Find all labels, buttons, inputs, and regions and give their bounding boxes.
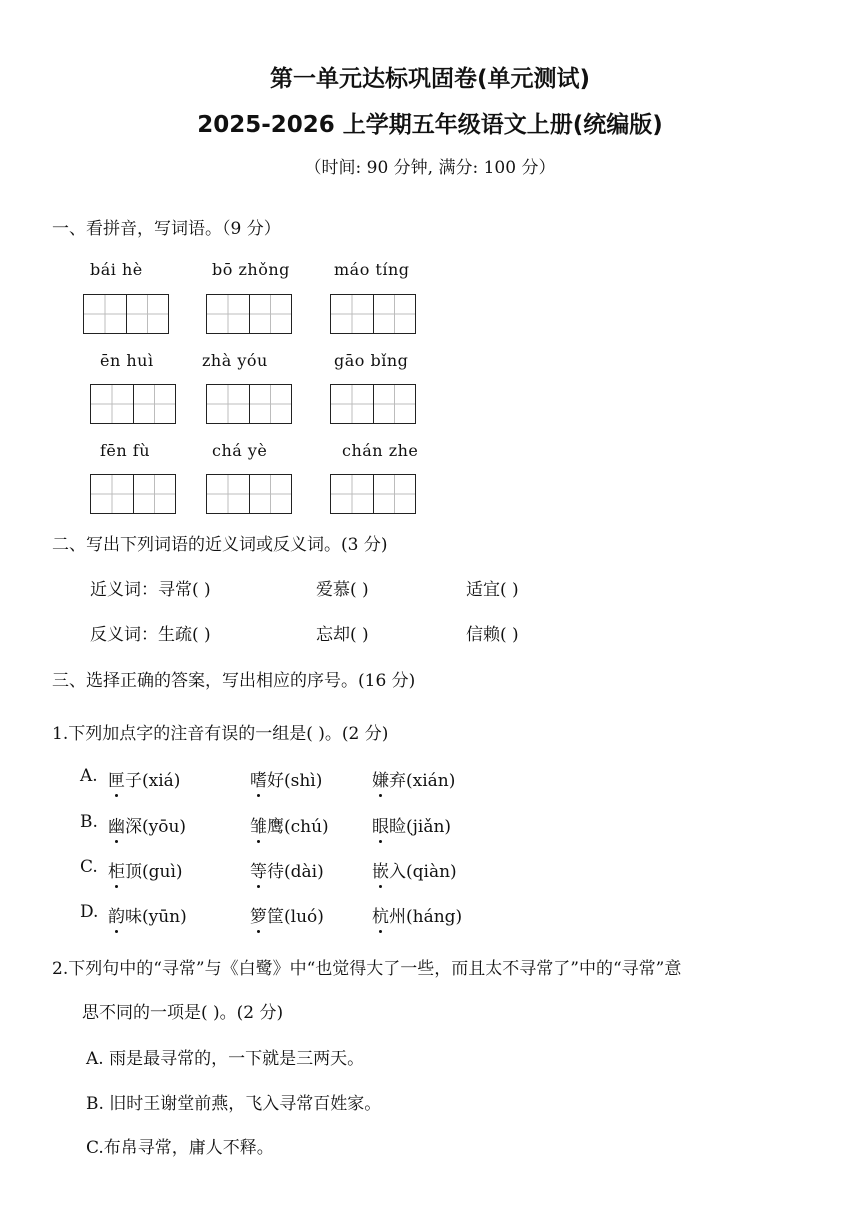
dotted-char: 嵌 <box>372 857 389 882</box>
tianzi-grid[interactable] <box>83 294 169 334</box>
option-label: C. <box>80 857 98 877</box>
question-2-option: C.布帛寻常，庸人不释。 <box>86 1138 274 1158</box>
tianzi-grid[interactable] <box>330 384 416 424</box>
option-label: D. <box>80 902 99 922</box>
pinyin-label: gāo bǐng <box>334 351 409 370</box>
pinyin-label: ēn huì <box>100 351 154 370</box>
pinyin-label: chán zhe <box>342 441 419 460</box>
synonym-item: 近义词：寻常( ) <box>90 580 211 600</box>
pinyin-label: fēn fù <box>100 441 151 460</box>
word-rest: 子(xiá) <box>125 771 181 791</box>
word-rest: 筐(luó) <box>267 907 324 927</box>
tianzi-grid[interactable] <box>206 474 292 514</box>
option-label: B. <box>80 812 98 832</box>
option-word <box>372 902 462 927</box>
page-title: 第一单元达标巩固卷(单元测试) <box>269 66 591 92</box>
tianzi-grid[interactable] <box>206 294 292 334</box>
dotted-char: 箩 <box>250 902 267 927</box>
option-word <box>250 812 329 837</box>
word-rest: 顶(guì) <box>125 862 183 882</box>
option-word <box>108 857 183 882</box>
dotted-char: 嗜 <box>250 766 267 791</box>
option-word <box>108 766 180 791</box>
word-rest: 鹰(chú) <box>267 817 329 837</box>
page-subtitle: 2025-2026 上学期五年级语文上册(统编版) <box>197 112 663 138</box>
pinyin-label: chá yè <box>212 441 268 460</box>
word-rest: 深(yōu) <box>125 817 187 837</box>
section1-heading: 一、看拼音，写词语。（9 分） <box>52 219 281 239</box>
word-rest: 弃(xián) <box>389 771 456 791</box>
question-2-option: B. 旧时王谢堂前燕，飞入寻常百姓家。 <box>86 1094 382 1114</box>
option-word <box>250 902 324 927</box>
pinyin-label: zhà yóu <box>202 351 268 370</box>
dotted-char: 匣 <box>108 766 125 791</box>
pinyin-label: máo tíng <box>334 260 410 279</box>
tianzi-grid[interactable] <box>330 474 416 514</box>
synonym-item: 爱慕( ) <box>316 580 369 600</box>
antonym-item: 信赖( ) <box>466 625 519 645</box>
question-2-option: A. 雨是最寻常的，一下就是三两天。 <box>86 1049 365 1069</box>
option-word <box>250 857 324 882</box>
question-2-stem: 2.下列句中的“寻常”与《白鹭》中“也觉得大了一些，而且太不寻常了”中的“寻常”意 <box>52 959 682 979</box>
pinyin-label: bō zhǒng <box>212 260 290 279</box>
dotted-char: 韵 <box>108 902 125 927</box>
time-info: （时间: 90 分钟, 满分: 100 分） <box>304 158 556 178</box>
antonym-item: 反义词：生疏( ) <box>90 625 211 645</box>
option-word <box>372 766 455 791</box>
dotted-char: 幽 <box>108 812 125 837</box>
word-rest: 入(qiàn) <box>389 862 457 882</box>
dotted-char: 嫌 <box>372 766 389 791</box>
tianzi-grid[interactable] <box>90 474 176 514</box>
section2-heading: 二、写出下列词语的近义词或反义词。(3 分) <box>52 535 388 555</box>
tianzi-grid[interactable] <box>90 384 176 424</box>
dotted-char: 雏 <box>250 812 267 837</box>
word-rest: 州(háng) <box>389 907 463 927</box>
antonym-item: 忘却( ) <box>316 625 369 645</box>
section3-heading: 三、选择正确的答案，写出相应的序号。(16 分) <box>52 671 416 691</box>
tianzi-grid[interactable] <box>206 384 292 424</box>
word-rest: 好(shì) <box>267 771 323 791</box>
option-word <box>372 812 451 837</box>
word-rest: 睑(jiǎn) <box>389 817 452 837</box>
option-label: A. <box>80 766 98 786</box>
pinyin-label: bái hè <box>90 260 143 279</box>
dotted-char: 等 <box>250 857 267 882</box>
option-word <box>108 812 186 837</box>
option-word <box>108 902 187 927</box>
option-word <box>250 766 322 791</box>
tianzi-grid[interactable] <box>330 294 416 334</box>
synonym-item: 适宜( ) <box>466 580 519 600</box>
question-2-stem-cont: 思不同的一项是( )。(2 分) <box>82 1003 284 1023</box>
word-rest: 待(dài) <box>267 862 324 882</box>
dotted-char: 杭 <box>372 902 389 927</box>
dotted-char: 柜 <box>108 857 125 882</box>
option-word <box>372 857 457 882</box>
dotted-char: 眼 <box>372 812 389 837</box>
question-1-stem: 1.下列加点字的注音有误的一组是( )。(2 分) <box>52 724 389 744</box>
word-rest: 味(yūn) <box>125 907 187 927</box>
